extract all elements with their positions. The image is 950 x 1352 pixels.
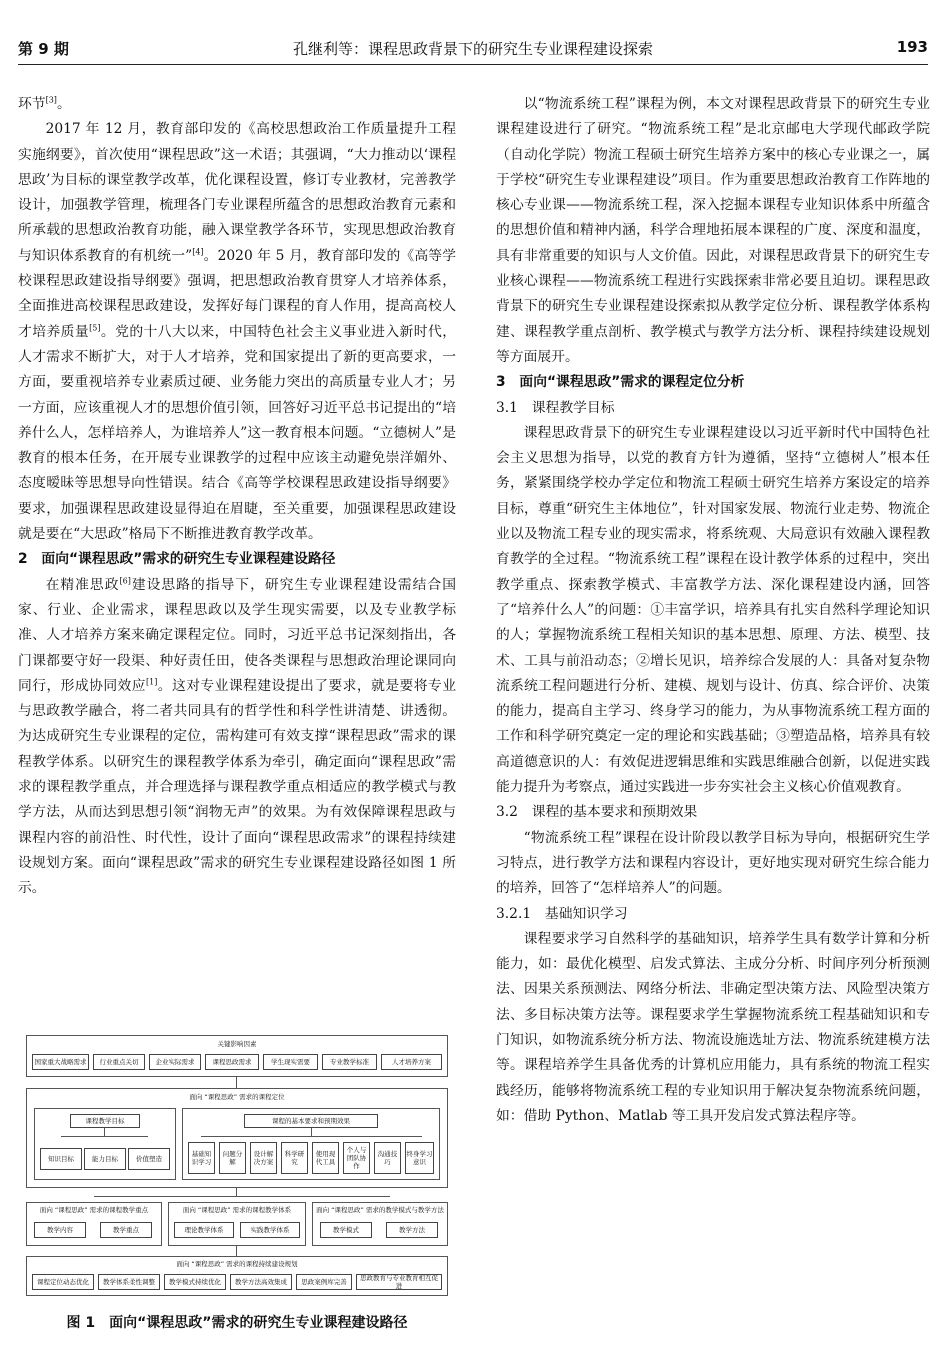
paragraph: 环节[3]。 bbox=[18, 95, 71, 112]
goal-box: 能力目标 bbox=[84, 1148, 126, 1170]
plan-box: 思政案例库完善 bbox=[296, 1274, 352, 1290]
factor-box: 人才培养方案 bbox=[381, 1054, 442, 1070]
connector bbox=[94, 1196, 390, 1197]
paragraph: 课程要求学习自然科学的基础知识，培养学生具有数学计算和分析能力，如：最优化模型、启发式算法、主成分分析、时间序列分析预测法、因果关系预测法、网络分析法、非确定型决策方法、风险型决策方法、多目标决策方法等。课程要求学生掌握物流系统工程基础知识和专门知识，如物流系统分析方法、物流设施选址方法、物流系统建模方法等。课程培养学生具备优秀的计算机应用能力，具有系统的物流工程实践经历，能够将物流系统工程的专业知识用于解决复杂物流系统问题，如：借助 Python、Matlab 等工具开发启发式算法程序等。 bbox=[496, 930, 930, 1124]
requirement-box: 沟通技巧 bbox=[374, 1142, 401, 1174]
citation: [3] bbox=[45, 95, 57, 105]
citation: [6] bbox=[119, 576, 131, 586]
goals-title: 课程教学目标 bbox=[70, 1114, 140, 1128]
factors-title: 关键影响因素 bbox=[217, 1040, 257, 1048]
paragraph: 以“物流系统工程”课程为例，本文对课程思政背景下的研究生专业课程建设进行了研究。“物流系统工程”是北京邮电大学现代邮政学院（自动化学院）物流工程硕士研究生培养方案中的核心专业课之一，属于学校“研究生专业课程建设”项目。作为重要思想政治教育工作阵地的核心专业课——物流系统工程，深入挖掘本课程专业知识体系中所蕴含的思想价值和精神内涵，科学合理地拓展本课程的广度、深度和温度，具有非常重要的知识与人文价值。因此，对课程思政背景下的研究生专业核心课程——物流系统工程进行实践探索非常必要且迫切。课程思政背景下的研究生专业课程建设探索拟从教学定位分析、课程教学体系构建、课程教学重点剖析、教学模式与教学方法分析、课程持续建设规划等方面展开。 bbox=[496, 96, 930, 365]
connector bbox=[201, 1136, 422, 1137]
requirement-box: 科学研究 bbox=[281, 1142, 308, 1174]
plan-title: 面向 “课程思政” 需求的课程持续建设规划 bbox=[176, 1260, 298, 1268]
plan-box: 教学模式持续优化 bbox=[164, 1274, 226, 1290]
plan-box: 思政教育与专业教育相互促进 bbox=[356, 1274, 442, 1290]
paragraph: 2017 年 12 月，教育部印发的《高校思想政治工作质量提升工程实施纲要》，首次使用“课程思政”这一术语；其强调，“大力推动以‘课程思政’为目标的课堂教学改革，优化课程设置，修订专业教材，完善教学设计，加强教学管理，梳理各门专业课程所蕴含的思想政治教育元素和所承载的思想政治教育功能，融入课堂教学各环节，实现思想政治教育与知识体系教育的有机统一”[4]。2020 年 5 月，教育部印发的《高等学校课程思政建设指导纲要》强调，把思想政治教育贯穿人才培养体系，全面推进高校课程思政建设，发挥好每门课程的育人作用，提高高校人才培养质量[5]。党的十八大以来，中国特色社会主义事业进入新时代，人才需求不断扩大，对于人才培养，党和国家提出了新的更高要求，一方面，要重视培养专业素质过硬、业务能力突出的高质量专业人才；另一方面，应该重视人才的思想价值引领，回答好习近平总书记提出的“培养什么人，怎样培养人，为谁培养人”这一教育根本问题。“立德树人”是教育的根本任务，在开展专业课教学的过程中应该主动避免崇洋媚外、态度暧昧等思想导向性错误。结合《高等学校课程思政建设指导纲要》要求，加强课程思政建设显得迫在眉睫，至关重要，加强课程思政建设就是要在“大思政”格局下不断推进教育教学改革。 bbox=[18, 121, 456, 543]
connector bbox=[61, 1136, 148, 1137]
connector bbox=[236, 1077, 237, 1088]
subsection-heading-3-2: 3.2 课程的基本要求和预期效果 bbox=[496, 804, 698, 821]
requirement-box: 个人与团队协作 bbox=[343, 1142, 370, 1174]
mode-box: 教学模式 bbox=[320, 1222, 372, 1238]
citation: [4] bbox=[192, 247, 204, 257]
citation: [5] bbox=[89, 323, 101, 333]
plan-box: 教学体系柔性调整 bbox=[98, 1274, 160, 1290]
requirement-box: 使用现代工具 bbox=[312, 1142, 339, 1174]
mode-title: 面向 “课程思政” 需求的教学模式与教学方法 bbox=[316, 1206, 444, 1214]
system-box: 理论教学体系 bbox=[174, 1222, 234, 1238]
goal-box: 价值塑造 bbox=[128, 1148, 170, 1170]
connector bbox=[236, 1188, 237, 1196]
figure-1-diagram bbox=[18, 1032, 456, 1300]
plan-box: 课程定位动态优化 bbox=[32, 1274, 94, 1290]
plan-box: 教学方法高效集成 bbox=[230, 1274, 292, 1290]
subsection-heading-3-1: 3.1 课程教学目标 bbox=[496, 399, 615, 416]
subsection-heading-3-2-1: 3.2.1 基础知识学习 bbox=[496, 905, 628, 922]
mode-box: 教学方法 bbox=[386, 1222, 438, 1238]
section-heading-3: 3 面向“课程思政”需求的课程定位分析 bbox=[496, 374, 745, 391]
requirements-title: 课程的基本要求和预期效果 bbox=[244, 1114, 378, 1128]
focus-title: 面向 “课程思政” 需求的课程教学重点 bbox=[39, 1206, 149, 1214]
page-number: 193 bbox=[896, 38, 928, 56]
requirement-box: 问题分解 bbox=[219, 1142, 246, 1174]
requirement-box: 设计解决方案 bbox=[250, 1142, 277, 1174]
connector bbox=[236, 1246, 237, 1256]
requirement-box: 终身学习意识 bbox=[405, 1142, 434, 1174]
factor-box: 专业教学标准 bbox=[322, 1054, 377, 1070]
connector bbox=[104, 1128, 105, 1136]
issue-number: 第 9 期 bbox=[18, 40, 69, 58]
factor-box: 国家重大战略需求 bbox=[32, 1054, 89, 1070]
connector bbox=[311, 1128, 312, 1136]
positioning-title: 面向 “课程思政” 需求的课程定位 bbox=[189, 1093, 285, 1101]
system-box: 实践教学体系 bbox=[240, 1222, 300, 1238]
section-heading-2: 2 面向“课程思政”需求的研究生专业课程建设路径 bbox=[18, 551, 336, 568]
running-title: 孔继利等：课程思政背景下的研究生专业课程建设探索 bbox=[292, 40, 653, 58]
focus-box: 教学重点 bbox=[100, 1222, 152, 1238]
paragraph: 在精准思政[6]建设思路的指导下，研究生专业课程建设需结合国家、行业、企业需求，课程思政以及学生现实需要，以及专业教学标准、人才培养方案来确定课程定位。同时，习近平总书记深刻指出，各门课都要守好一段渠、种好责任田，使各类课程与思想政治理论课同向同行，形成协同效应[1]。这对专业课程建设提出了要求，就是要将专业与思政教学融合，将二者共同具有的哲学性和科学性讲清楚、讲透彻。为达成研究生专业课程的定位，需构建可有效支撑“课程思政”需求的课程教学体系。以研究生的课程教学体系为牵引，确定面向“课程思政”需求的课程教学重点，并合理选择与课程教学重点相适应的教学模式与教学方法，从而达到思想引领“润物无声”的效果。为有效保障课程思政与课程内容的前沿性、时代性，设计了面向“课程思政需求”的课程持续建设规划方案。面向“课程思政”需求的研究生专业课程建设路径如图 1 所示。 bbox=[18, 576, 457, 897]
left-column bbox=[18, 92, 456, 902]
focus-box: 教学内容 bbox=[34, 1222, 86, 1238]
factor-box: 企业实际需求 bbox=[149, 1054, 201, 1070]
factor-box: 行业重点关切 bbox=[93, 1054, 145, 1070]
factor-box: 学生现实需要 bbox=[263, 1054, 318, 1070]
paragraph: “物流系统工程”课程在设计阶段以教学目标为导向，根据研究生学习特点，进行教学方法和课程内容设计，更好地实现对研究生综合能力的培养，回答了“怎样培养人”的问题。 bbox=[496, 829, 930, 897]
paragraph: 课程思政背景下的研究生专业课程建设以习近平新时代中国特色社会主义思想为指导，以党的教育方针为遵循，坚持“立德树人”根本任务，紧紧围绕学校办学定位和物流工程硕士研究生培养方案设定的培养目标，尊重“研究生主体地位”，针对国家发展、物流行业走势、物流企业以及物流工程专业的现实需求，将系统观、大局意识有效融入课程教育教学的全过程。“物流系统工程”课程在设计教学体系的过程中，突出教学重点、探索教学模式、丰富教学方法、深化课程建设内涵，回答了“培养什么人”的问题：①丰富学识，培养具有扎实自然科学理论知识的人；掌握物流系统工程相关知识的基本思想、原理、方法、模型、技术、工具与前沿动态；②增长见识，培养综合发展的人：具备对复杂物流系统工程问题进行分析、建模、规划与设计、仿真、综合评价、决策的能力，提高自主学习、终身学习的能力，为从事物流系统工程方面的工作和科学研究奠定一定的理论和实践基础；③塑造品格，培养具有较高道德意识的人：有效促进逻辑思维和实践思维融合创新，以促进实践能力提升为考察点，通过实践进一步夯实社会主义核心价值观教育。 bbox=[496, 424, 930, 796]
running-header bbox=[18, 30, 928, 65]
figure-caption: 图 1 面向“课程思政”需求的研究生专业课程建设路径 bbox=[66, 1315, 408, 1331]
goal-box: 知识目标 bbox=[40, 1148, 82, 1170]
citation: [1] bbox=[146, 677, 158, 687]
requirement-box: 基础知识学习 bbox=[188, 1142, 215, 1174]
system-title: 面向 “课程思政” 需求的课程教学体系 bbox=[182, 1206, 292, 1214]
factor-box: 课程思政需求 bbox=[205, 1054, 259, 1070]
right-column bbox=[496, 92, 930, 1129]
